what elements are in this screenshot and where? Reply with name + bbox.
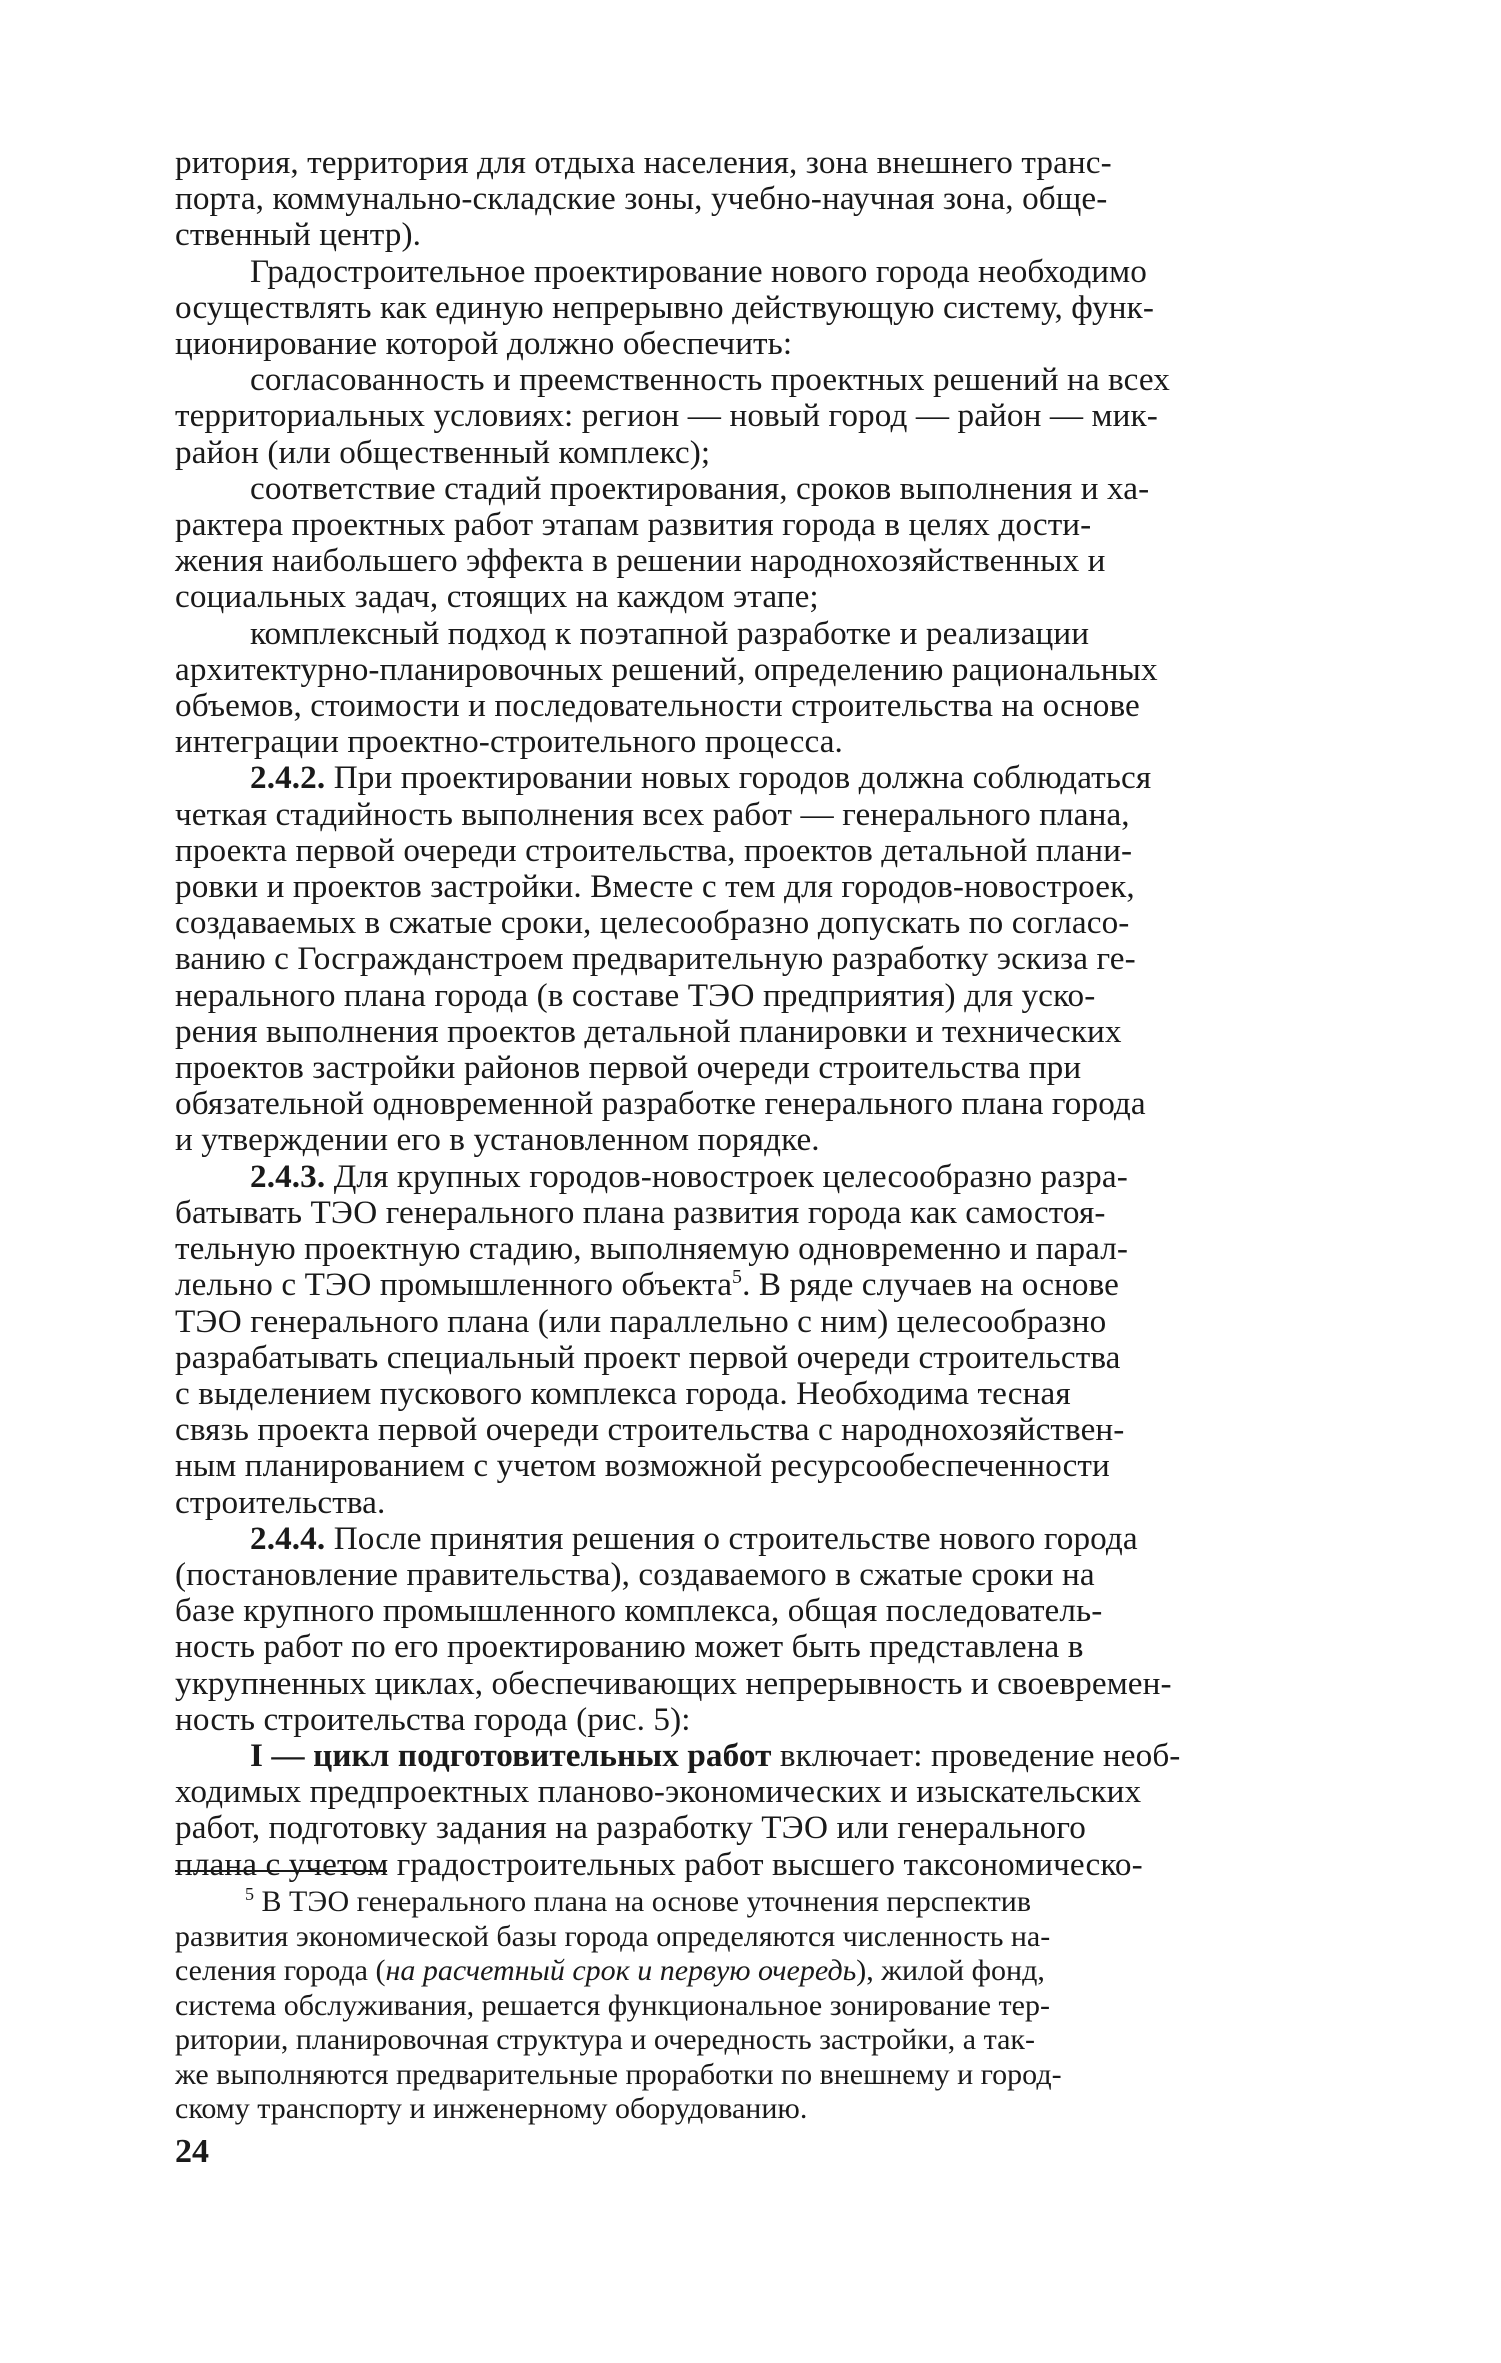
footnote-5 <box>175 1885 1345 2127</box>
list-item-stages: соответствие стадий проектирования, сроков выполнения и ха- рактера проектных работ этапам развития города в целях дости- жения наибольшего эффекта в решении народнохозяйственных и социальных задач, стоящих на каждом этапе; <box>175 469 1150 616</box>
section-number: 2.4.3. <box>250 1157 326 1195</box>
section-text-continued: . В ряде случаев на основе ТЭО генерального плана (или параллельно с ним) целесообразно разрабатывать специальный проект первой очереди строительства с выделением пускового комплекса города. Необходима тесная связь проекта первой очереди строительства с народнохозяйствен- ным планированием с учетом возможной ресурсообеспеченности строительства. <box>175 1266 1125 1521</box>
footnotes <box>175 1885 1345 2127</box>
footnote-divider <box>175 1870 387 1872</box>
footnote-text-continued: ), жилой фонд, система обслуживания, решается функциональное зонирование тер- ритории, планировочная структура и очередность застройки, а так- же выполняются предварительные проработки по внешнему и город- скому транспорту и инженерному оборудованию. <box>175 1954 1062 2125</box>
paragraph-continuation: ритория, территория для отдыха населения, зона внешнего транс- порта, коммунально-складские зоны, учебно-научная зона, обще- ственный центр). <box>175 144 1112 254</box>
list-item-complex-approach: комплексный подход к поэтапной разработке и реализации архитектурно-планировочных решений, определению рациональных объемов, стоимости и последовательности строительства на основе интеграции проектно-строительного процесса. <box>175 614 1158 761</box>
list-item-coordination: согласованность и преемственность проектных решений на всех территориальных условиях: регион — новый город — район — мик- район (или общественный комплекс); <box>175 361 1170 471</box>
footnote-marker: 5 <box>245 1884 254 1904</box>
cycle-one-heading: I — цикл подготовительных работ <box>250 1736 772 1774</box>
section-text: Для крупных городов-новостроек целесообразно разра- батывать ТЭО генерального плана развития города как самостоя- тельную проектную стадию, выполняемую одновременно и парал- лельно с ТЭО промышленного объекта <box>175 1157 1129 1304</box>
paragraph-intro: Градостроительное проектирование нового города необходимо осуществлять как единую непрерывно действующую систему, функ- ционирование которой должно обеспечить: <box>175 252 1154 363</box>
section-number: 2.4.4. <box>250 1519 326 1557</box>
section-2-4-4 <box>175 1521 1345 1738</box>
footnote-reference: 5 <box>732 1266 743 1289</box>
cycle-one-paragraph <box>175 1738 1345 1883</box>
cycle-one-text: включает: проведение необ- ходимых предпроектных планово-экономических и изыскательских работ, подготовку задания на разработку ТЭО или генерального плана с учетом градостроительных работ высшего таксономическо- <box>175 1736 1181 1883</box>
footnote-text-italic: на расчетный срок и первую очередь <box>385 1954 857 1987</box>
section-number: 2.4.2. <box>250 759 326 797</box>
section-2-4-3 <box>175 1159 1345 1521</box>
section-text: При проектировании новых городов должна соблюдаться четкая стадийность выполнения всех работ — генерального плана, проекта первой очереди строительства, проектов детальной плани- ровки и проектов застройки. Вместе с тем для городов-новостроек, создаваемых в сжатые сроки, целесообразно допускать по согласо- ванию с Госгражданстроем предварительную разработку эскиза ге- нерального плана города (в составе ТЭО предприятия) для уско- рения выполнения проектов детальной планировки и технических проектов застройки районов первой очереди строительства при обязательной одновременной разработке генерального плана города и утверждении его в установленном порядке. <box>175 759 1152 1159</box>
page-body <box>175 145 1345 1883</box>
section-text: После принятия решения о строительстве нового города (постановление правительства), создаваемого в сжатые сроки на базе крупного промышленного комплекса, общая последователь- ность работ по его проектированию может быть представлена в укрупненных циклах, обеспечивающих непрерывность и своевремен- ность строительства города (рис. 5): <box>175 1519 1172 1738</box>
page-number: 24 <box>175 2133 209 2170</box>
section-2-4-2 <box>175 760 1345 1158</box>
footnote-text: В ТЭО генерального плана на основе уточнения перспектив развития экономической базы города определяются численность на- селения города ( <box>175 1885 1051 1987</box>
